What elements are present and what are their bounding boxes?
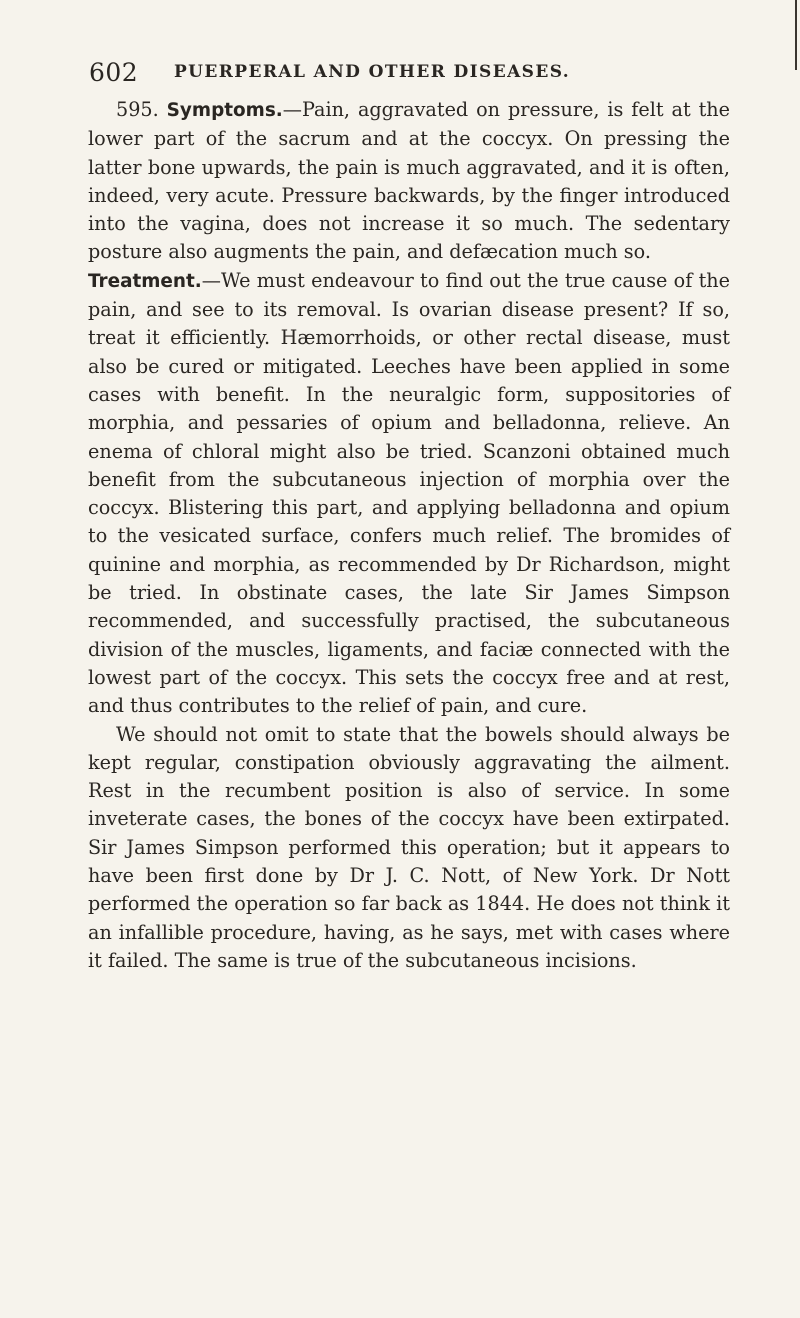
running-head: PUERPERAL AND OTHER DISEASES. <box>174 62 571 82</box>
heading-treatment: Treatment. <box>88 270 202 292</box>
bowels-text: We should not omit to state that the bowels should always be kept regular, constipation obviously aggravating the ailment. Rest in the recumbent position is also of service. In some inveterate cases, the bones of the coccyx have been extirpated. Sir James Simpson performed this operation; but it appears to have been first done by Dr J. C. Nott, of New York. Dr Nott performed the operation so far back as 1844. He does not think it an infallible procedure, having, as he says, met with cases where it failed. The same is true of the subcutaneous incisions. <box>88 722 730 972</box>
paragraph-symptoms <box>88 96 730 267</box>
paragraph-bowels <box>88 721 730 976</box>
heading-symptoms: Symptoms. <box>166 100 283 121</box>
page-edge-rule <box>795 0 797 70</box>
page-number: 602 <box>89 58 139 87</box>
section-number: 595. <box>116 98 159 121</box>
body-text <box>88 96 730 975</box>
symptoms-text: —Pain, aggravated on pressure, is felt at the lower part of the sacrum and at the coccyx. On pressing the latter bone upwards, the pain is much aggravated, and it is often, indeed, very acute. Pressure backwards, by the finger introduced into the vagina, does not increase it so much. The sedentary posture also augments the pain, and defæcation much so. <box>88 98 730 264</box>
treatment-text: —We must endeavour to find out the true cause of the pain, and see to its removal. Is ovarian disease present? If so, treat it efficiently. Hæmorrhoids, or other rectal disease, must also be cured or mitigated. Leeches have been applied in some cases with benefit. In the neuralgic form, suppositories of morphia, and pessaries of opium and belladonna, relieve. An enema of chloral might also be tried. Scanzoni obtained much benefit from the subcutaneous injection of morphia over the coccyx. Blistering this part, and applying belladonna and opium to the vesicated surface, confers much relief. The bromides of quinine and morphia, as recommended by Dr Richardson, might be tried. In obstinate cases, the late Sir James Simpson recommended, and successfully practised, the subcutaneous division of the muscles, ligaments, and faciæ connected with the lowest part of the coccyx. This sets the coccyx free and at rest, and thus contributes to the relief of pain, and cure. <box>88 268 730 718</box>
paragraph-treatment <box>88 267 730 721</box>
